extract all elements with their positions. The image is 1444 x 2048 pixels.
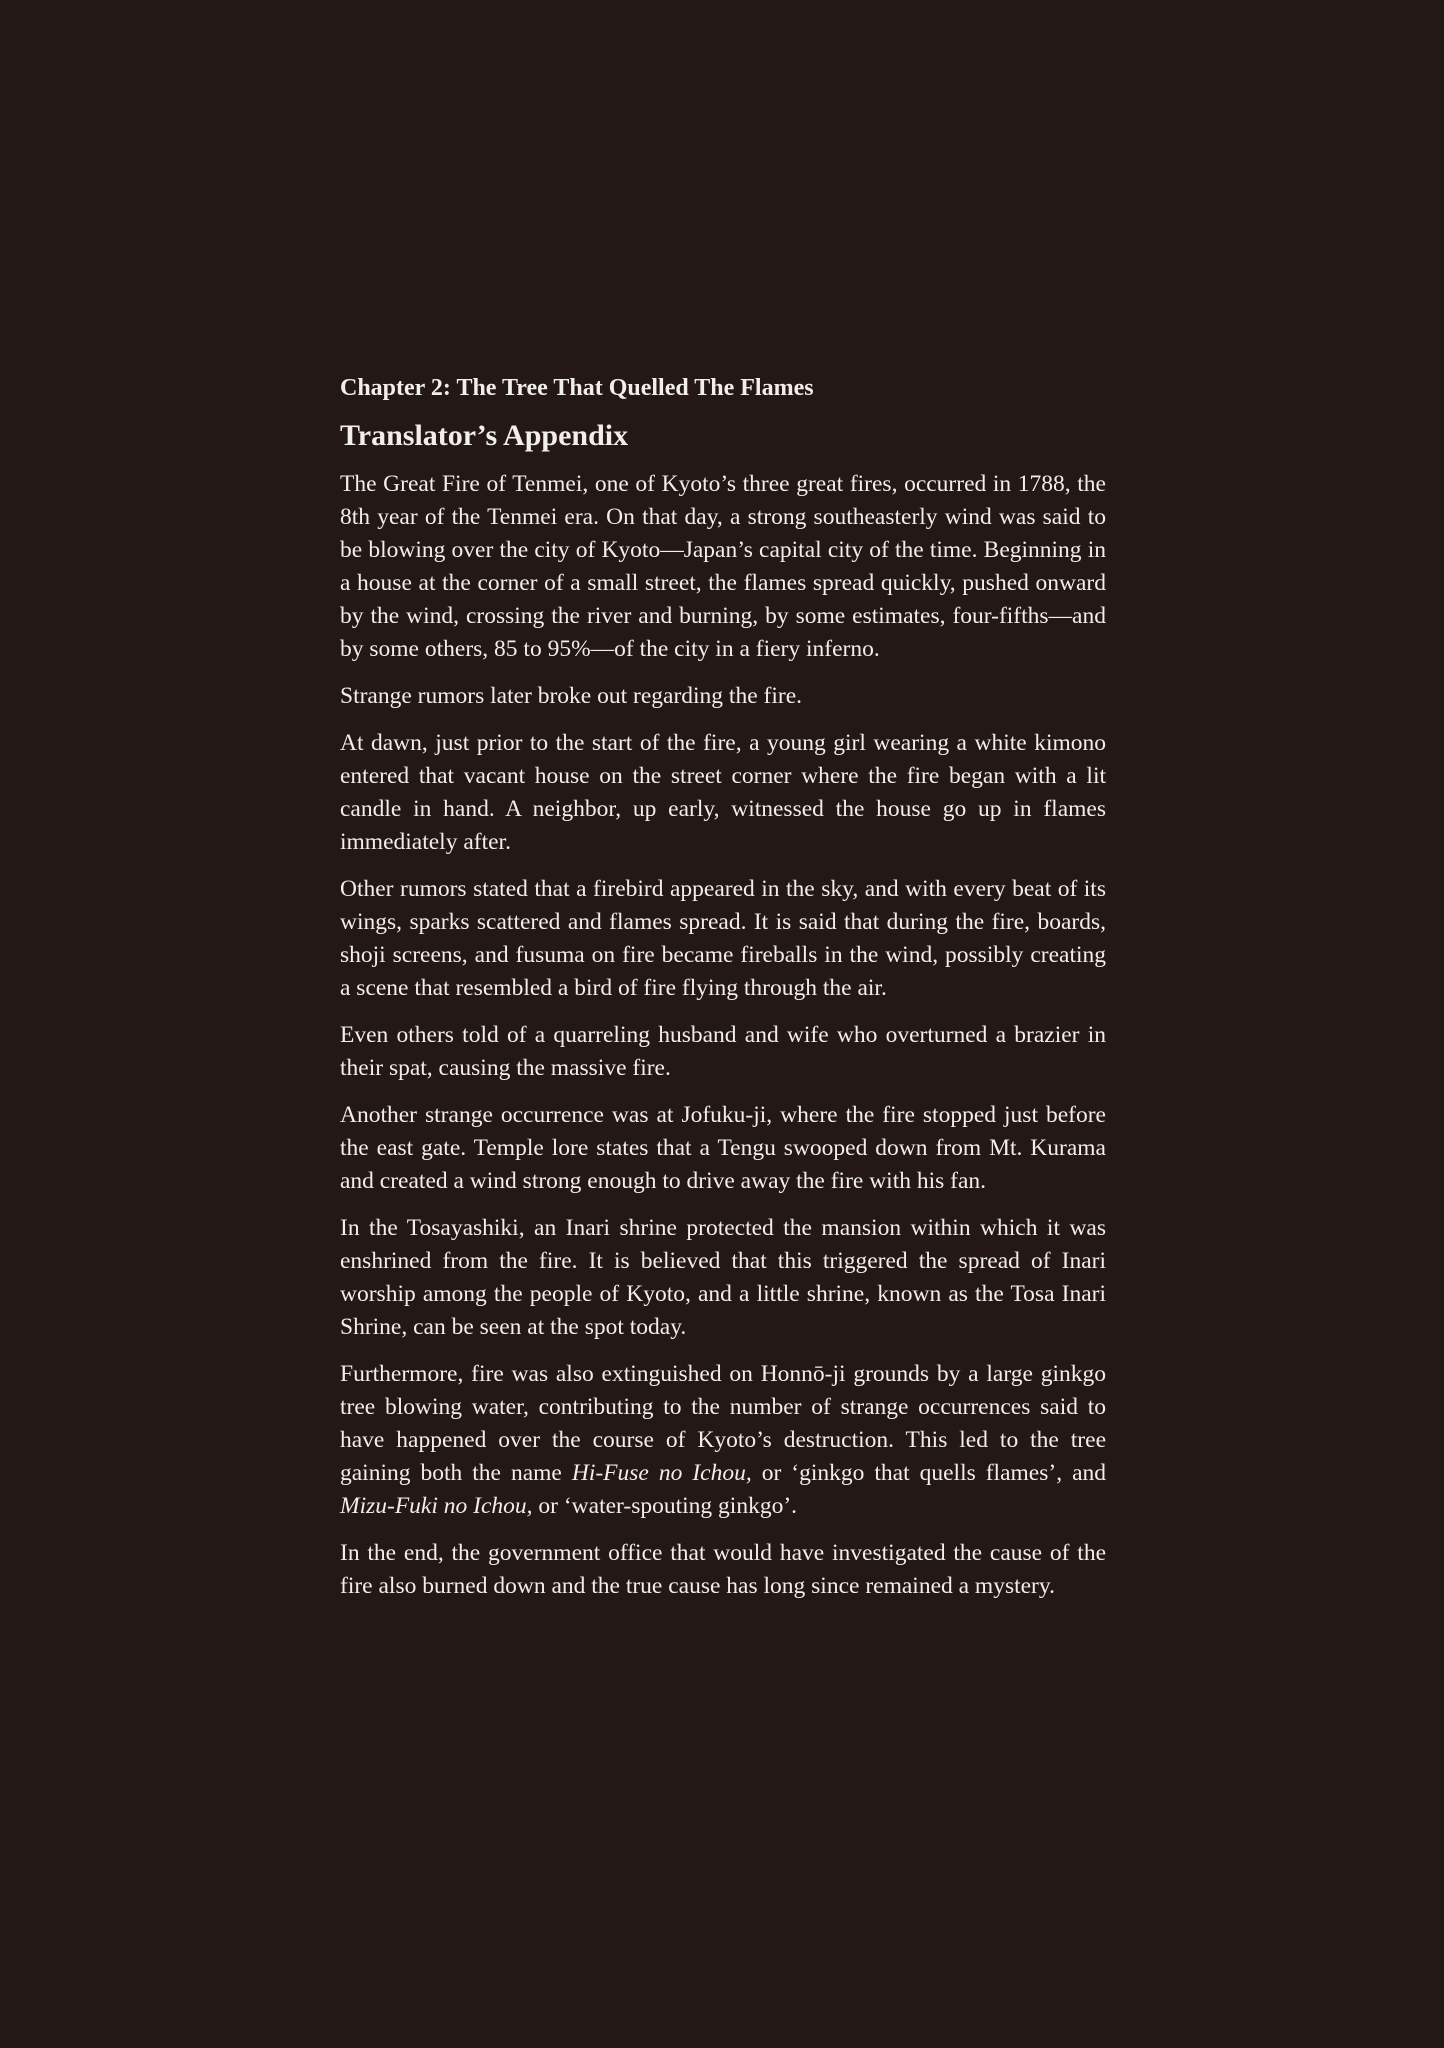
paragraph-ginkgo-tree [340,1358,1106,1523]
paragraph-strange-rumors: Strange rumors later broke out regarding the fire. [340,683,803,709]
paragraph-young-girl: At dawn, just prior to the start of the fire, a young girl wearing a white kimono entered that vacant house on the street corner where the fire began with a lit candle in hand. A neighbor, up early, witnessed the house go up in flames immediately after. [340,730,1106,855]
ginkgo-text-after: or ‘water-spouting ginkgo’. [532,1493,798,1519]
paragraph-firebird: Other rumors stated that a firebird appeared in the sky, and with every beat of its wings, sparks scattered and flames spread. It is said that during the fire, boards, shoji screens, and fusuma on fire became fireballs in the wind, possibly creating a scene that resembled a bird of fire flying through the air. [340,876,1106,1001]
appendix-heading: Translator’s Appendix [340,419,629,452]
ginkgo-text-middle: or ‘ginkgo that quells flames’, and [751,1460,1106,1486]
ginkgo-text-before: Furthermore, fire was also extinguished on Honnō-ji grounds by a large ginkgo tree blowing water, contributing to the number of strange occurrences said to have happened over the course of Kyoto’s destruction. This led to the tree gaining both the name [340,1361,1106,1486]
chapter-title: Chapter 2: The Tree That Quelled The Flames [340,375,814,401]
paragraph-inari-shrine: In the Tosayashiki, an Inari shrine protected the mansion within which it was enshrined from the fire. It is believed that this triggered the spread of Inari worship among the people of Kyoto, and a little shrine, known as the Tosa Inari Shrine, can be seen at the spot today. [340,1215,1106,1340]
paragraph-jofuku-ji: Another strange occurrence was at Jofuku-ji, where the fire stopped just before the east gate. Temple lore states that a Tengu swooped down from Mt. Kurama and created a wind strong enough to drive away the fire with his fan. [340,1102,1106,1194]
ginkgo-name-hi-fuse: Hi-Fuse no Ichou, [571,1460,752,1486]
paragraph-quarreling-couple: Even others told of a quarreling husband and wife who overturned a brazier in their spat, causing the massive fire. [340,1022,1106,1081]
appendix-page [340,372,1106,1617]
paragraph-great-fire: The Great Fire of Tenmei, one of Kyoto’s three great fires, occurred in 1788, the 8th year of the Tenmei era. On that day, a strong southeasterly wind was said to be blowing over the city of Kyoto—Japan’s capital city of the time. Beginning in a house at the corner of a small street, the flames spread quickly, pushed onward by the wind, crossing the river and burning, by some estimates, four-fifths—and by some others, 85 to 95%—of the city in a fiery inferno. [340,471,1106,662]
paragraph-closing: In the end, the government office that would have investigated the cause of the fire also burned down and the true cause has long since remained a mystery. [340,1540,1106,1599]
ginkgo-name-mizu-fuki: Mizu-Fuki no Ichou, [340,1493,533,1519]
